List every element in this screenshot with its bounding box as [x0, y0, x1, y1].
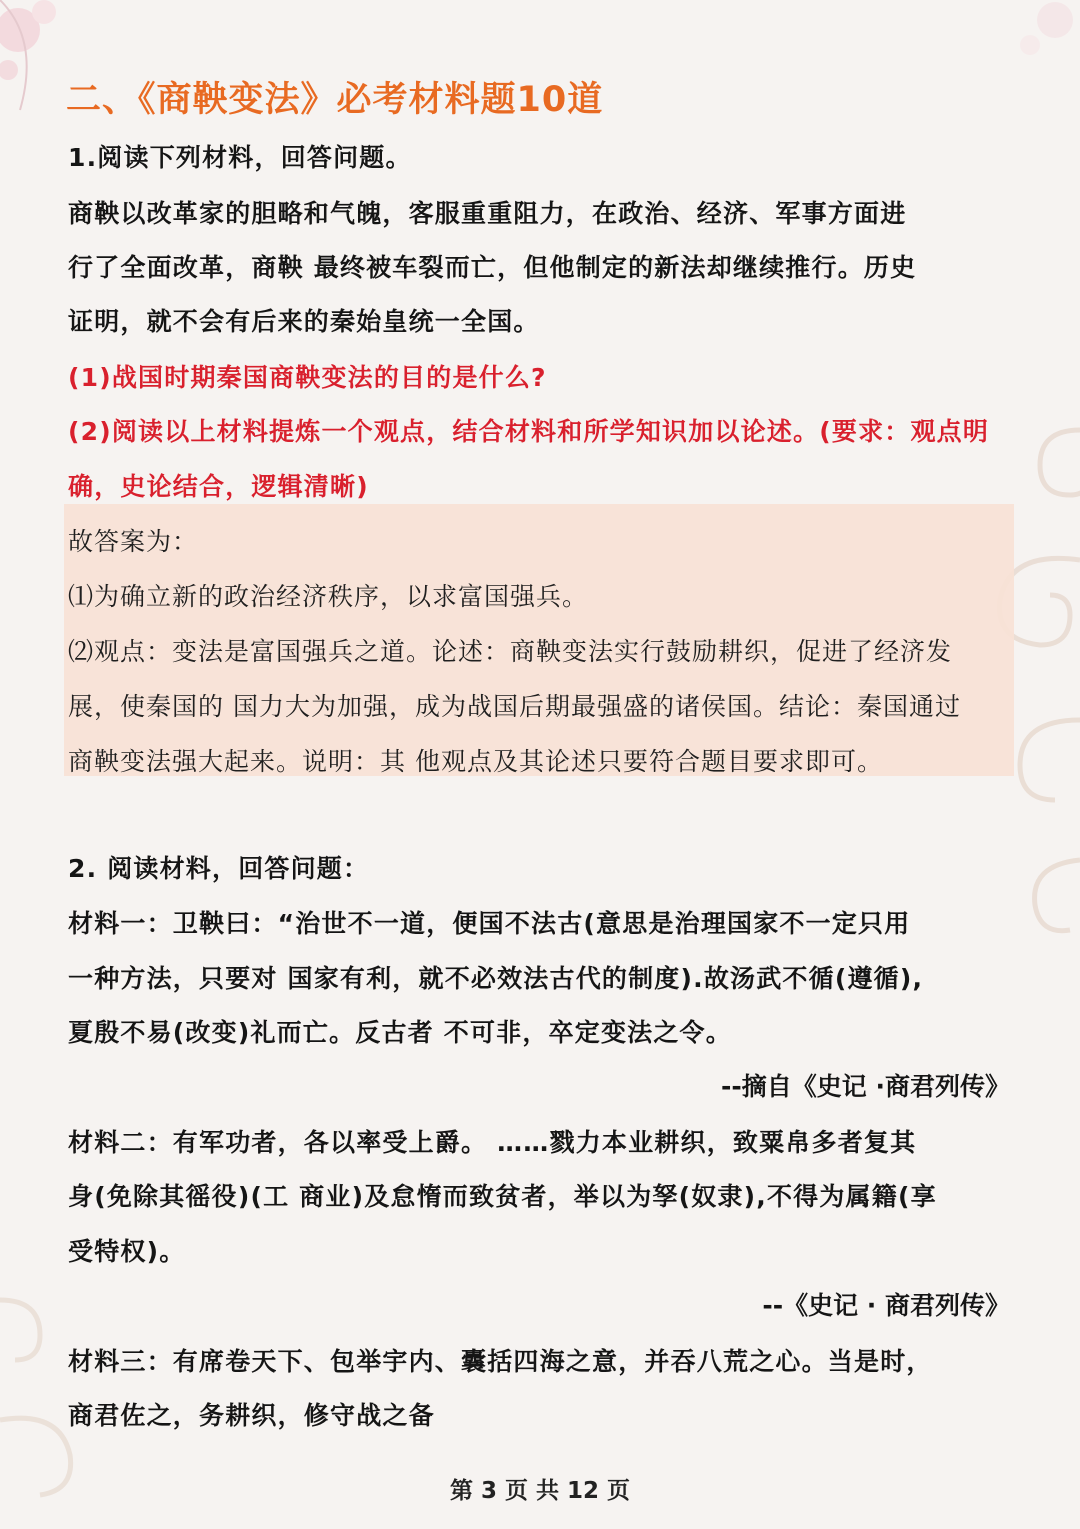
answer-line: ⑴为确立新的政治经济秩序，以求富国强兵。: [68, 582, 589, 611]
question-2-material-2-line: 材料二：有军功者，各以率受上爵。 ……戮力本业耕织，致粟帛多者复其: [68, 1128, 917, 1157]
question-2-material-2-line: 受特权)。: [68, 1237, 186, 1266]
question-2-material-3-line: 商君佐之，务耕织，修守战之备: [68, 1401, 435, 1430]
material-2-source: --《史记 · 商君列传》: [762, 1291, 1010, 1320]
question-2-material-1-line: 夏殷不易(改变)礼而亡。反古者 不可非，卒定变法之令。: [68, 1018, 732, 1047]
answer-line: 展，使秦国的 国力大为加强，成为战国后期最强盛的诸侯国。结论：秦国通过: [68, 692, 961, 721]
section-title: 二、《商鞅变法》必考材料题10道: [66, 80, 604, 120]
question-1-material-line: 证明，就不会有后来的秦始皇统一全国。: [68, 307, 540, 336]
question-1-heading: 1.阅读下列材料，回答问题。: [68, 143, 412, 172]
question-2-heading: 2. 阅读材料，回答问题：: [68, 854, 370, 883]
answer-line: ⑵观点：变法是富国强兵之道。论述：商鞅变法实行鼓励耕织，促进了经济发: [68, 637, 953, 666]
question-1-material-line: 行了全面改革，商鞅 最终被车裂而亡，但他制定的新法却继续推行。历史: [68, 253, 917, 282]
question-1-material-line: 商鞅以改革家的胆略和气魄，客服重重阻力，在政治、经济、军事方面进: [68, 199, 907, 228]
page-number-footer: 第 3 页 共 12 页: [449, 1478, 631, 1504]
question-2-material-1-line: 一种方法，只要对 国家有利，就不必效法古代的制度).故汤武不循(遵循),: [68, 964, 924, 993]
question-2-material-1-line: 材料一：卫鞅曰：“治世不一道，便国不法古(意思是治理国家不一定只用: [68, 909, 911, 938]
question-2-material-3-line: 材料三：有席卷天下、包举宇内、囊括四海之意，并吞八荒之心。当是时，: [68, 1347, 933, 1376]
question-1-sub-question-2-cont: 确，史论结合，逻辑清晰): [68, 472, 369, 501]
material-1-source: --摘自《史记 ·商君列传》: [721, 1072, 1010, 1101]
answer-line: 故答案为：: [68, 527, 199, 556]
question-1-sub-question-2: (2)阅读以上材料提炼一个观点，结合材料和所学知识加以论述。(要求：观点明: [68, 417, 990, 446]
question-2-material-2-line: 身(免除其徭役)(工 商业)及怠惰而致贫者，举以为孥(奴隶),不得为属籍(享: [68, 1182, 937, 1211]
answer-line: 商鞅变法强大起来。说明：其 他观点及其论述只要符合题目要求即可。: [68, 747, 883, 776]
question-1-sub-question-1: (1)战国时期秦国商鞅变法的目的是什么?: [68, 363, 547, 392]
